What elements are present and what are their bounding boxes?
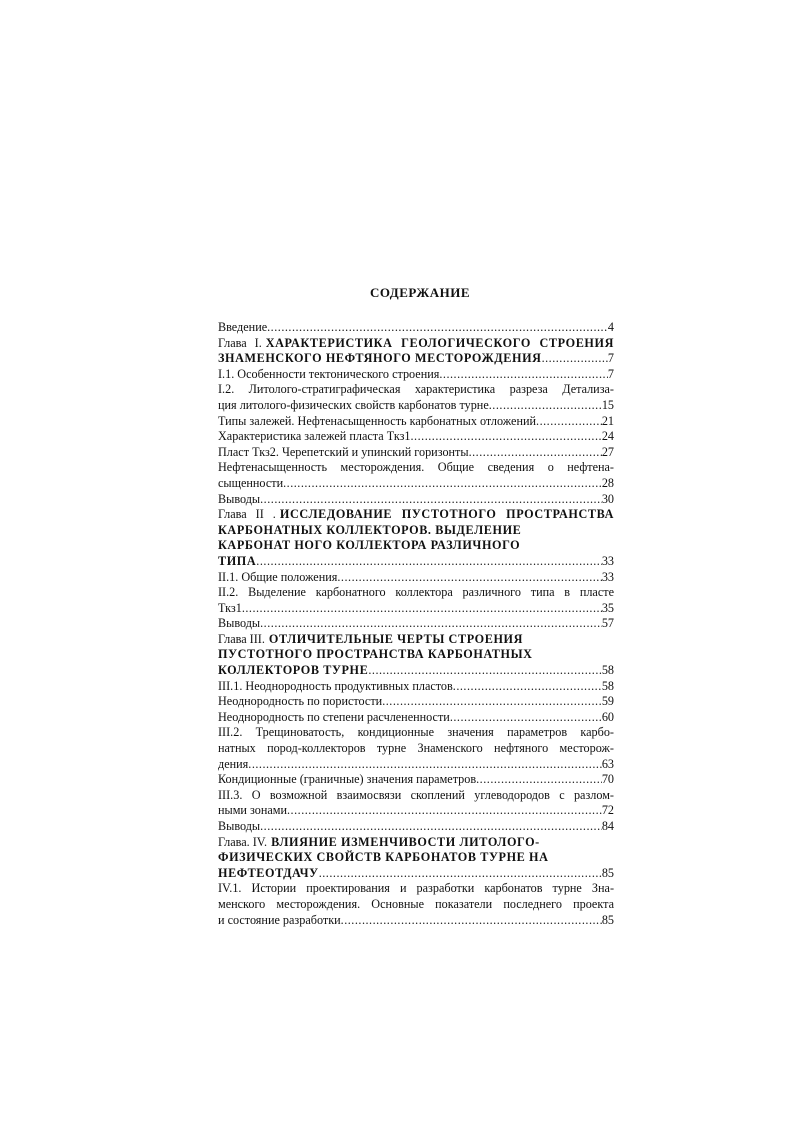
- dot-leader: [337, 570, 601, 586]
- chapter-title: ТИПА: [218, 553, 257, 568]
- dot-leader: [242, 601, 602, 617]
- dot-leader: [248, 757, 602, 773]
- toc-page-number: 58: [601, 663, 614, 678]
- toc-page-number: 27: [601, 444, 614, 459]
- toc-entry-4-1-line-3: [218, 913, 614, 929]
- toc-entry-1-6-line-1: Нефтенасыщенность месторождения. Общие сведения о нефтена-: [218, 460, 614, 475]
- chapter-prefix: Глава III.: [218, 631, 265, 646]
- toc-entry-text: Выводы: [218, 491, 261, 506]
- toc-entry-4-1-line-1: IV.1. Истории проектирования и разработки карбонатов турне Зна-: [218, 881, 614, 896]
- toc-entry-1-2-line-1: I.2. Литолого-стратиграфическая характеристика разреза Детализа-: [218, 382, 614, 397]
- dot-leader: [439, 367, 608, 383]
- toc-entry-1-2-line-2: [218, 398, 614, 414]
- toc-page-number: 7: [607, 366, 614, 381]
- toc-entry-text: Пласт Ткз2. Черепетский и упинский горизонты: [218, 444, 469, 459]
- toc-chapter-3-line-2: ПУСТОТНОГО ПРОСТРАНСТВА КАРБОНАТНЫХ: [218, 647, 533, 662]
- dot-leader: [368, 663, 601, 679]
- toc-page-number: 30: [601, 491, 614, 506]
- toc-entry-text: Выводы: [218, 616, 261, 631]
- toc-entry-3-4-line-1: III.2. Трещиноватость, кондиционные значения параметров карбо-: [218, 725, 614, 740]
- chapter-title: ВЛИЯНИЕ ИЗМЕНЧИВОСТИ ЛИТОЛОГО-: [271, 834, 540, 849]
- toc-entry-3-4-line-2: натных пород-коллекторов турне Знаменского нефтяного месторож-: [218, 741, 614, 756]
- toc-entry-1-3: [218, 414, 614, 430]
- toc-entry-text: ными зонами: [218, 803, 287, 818]
- chapter-title: КОЛЛЕКТОРОВ ТУРНЕ: [218, 663, 369, 678]
- dot-leader: [319, 866, 602, 882]
- toc-page-number: 33: [601, 569, 614, 584]
- toc-chapter-2-line-4: [218, 554, 614, 570]
- toc-page-number: 63: [601, 756, 614, 771]
- dot-leader: [542, 351, 608, 367]
- toc-page-number: 21: [601, 413, 614, 428]
- dot-leader: [260, 616, 602, 632]
- dot-leader: [469, 445, 602, 461]
- toc-chapter-3-line-3: [218, 663, 614, 679]
- toc-entry-2-3: [218, 616, 614, 632]
- toc-page-number: 59: [601, 694, 614, 709]
- chapter-prefix: Глава I.: [218, 335, 262, 350]
- toc-page-number: 33: [601, 553, 614, 568]
- toc-entry-4-1-line-2: менского месторождения. Основные показатели последнего проекта: [218, 896, 614, 911]
- toc-entry-1-7: [218, 492, 614, 508]
- toc-entry-text: Кондиционные (граничные) значения параметров: [218, 772, 477, 787]
- toc-entry-2-2-line-1: II.2. Выделение карбонатного коллектора различного типа в пласте: [218, 585, 614, 600]
- toc-chapter-2-line-1: [218, 507, 614, 523]
- dot-leader: [260, 492, 602, 508]
- toc-page-number: 28: [601, 475, 614, 490]
- toc-entry-text: I.1. Особенности тектонического строения: [218, 366, 440, 381]
- dot-leader: [382, 694, 602, 710]
- page-title: СОДЕРЖАНИЕ: [369, 285, 471, 300]
- toc-chapter-2-line-3: КАРБОНАТ НОГО КОЛЛЕКТОРА РАЗЛИЧНОГО: [218, 538, 521, 553]
- toc-chapter-1-line-1: [218, 336, 614, 352]
- toc-entry-3-6-line-2: [218, 803, 614, 819]
- dot-leader: [287, 803, 602, 819]
- toc-page-number: 4: [607, 320, 614, 334]
- table-of-contents-page: [218, 285, 614, 928]
- toc-page-number: 15: [601, 397, 614, 412]
- toc-chapter-4-line-2: ФИЗИЧЕСКИХ СВОЙСТВ КАРБОНАТОВ ТУРНЕ НА: [218, 850, 549, 865]
- toc-chapter-3-line-1: [218, 632, 614, 648]
- dot-leader: [476, 772, 602, 788]
- toc-entry-text: Ткз1: [218, 600, 242, 615]
- toc-page-number: 70: [601, 772, 614, 787]
- toc-chapter-4-line-1: [218, 835, 614, 851]
- toc-entry-text: Типы залежей. Нефтенасыщенность карбонатных отложений: [218, 413, 537, 428]
- toc-page-number: 7: [607, 351, 614, 366]
- toc-entry-1-4: [218, 429, 614, 445]
- toc-chapter-4-line-3: [218, 866, 614, 882]
- dot-leader: [283, 476, 602, 492]
- chapter-title: ОТЛИЧИТЕЛЬНЫЕ ЧЕРТЫ СТРОЕНИЯ: [268, 631, 524, 646]
- toc-list: [218, 320, 614, 928]
- toc-entry-1-1: [218, 367, 614, 383]
- toc-entry-2-1: [218, 570, 614, 586]
- toc-page-number: 60: [601, 709, 614, 724]
- toc-entry-text: Характеристика залежей пласта Ткз1: [218, 429, 411, 444]
- chapter-title: НЕФТЕОТДАЧУ: [218, 865, 319, 880]
- toc-chapter-1-line-2: [218, 351, 614, 367]
- dot-leader: [450, 710, 602, 726]
- toc-entry-text: Введение: [218, 320, 268, 334]
- toc-entry-3-2: [218, 694, 614, 710]
- dot-leader: [489, 398, 602, 414]
- toc-entry-text: дения: [218, 756, 249, 771]
- toc-entry-text: Неоднородность по степени расчлененности: [218, 709, 450, 724]
- dot-leader: [411, 429, 602, 445]
- toc-entry-1-6-line-2: [218, 476, 614, 492]
- toc-page-number: 84: [601, 819, 614, 833]
- chapter-prefix: Глава II .: [218, 507, 276, 522]
- toc-entry-2-2-line-2: [218, 601, 614, 617]
- toc-entry-intro: [218, 320, 614, 336]
- chapter-title: ЗНАМЕНСКОГО НЕФТЯНОГО МЕСТОРОЖДЕНИЯ: [218, 351, 542, 366]
- toc-page-number: 72: [601, 803, 614, 818]
- chapter-title: ИССЛЕДОВАНИЕ ПУСТОТНОГО ПРОСТРАНСТВА: [279, 507, 614, 522]
- toc-page-number: 35: [601, 600, 614, 615]
- toc-entry-1-5: [218, 445, 614, 461]
- toc-page-number: 58: [601, 678, 614, 693]
- toc-entry-text: II.1. Общие положения: [218, 569, 338, 584]
- dot-leader: [260, 819, 602, 835]
- toc-page-number: 57: [601, 616, 614, 631]
- toc-page-number: 85: [601, 865, 614, 880]
- toc-entry-3-6-line-1: III.3. О возможной взаимосвязи скоплений углеводородов с разлом-: [218, 787, 614, 802]
- toc-entry-text: и состояние разработки: [218, 912, 341, 927]
- toc-entry-text: ция литолого-физических свойств карбонатов турне: [218, 397, 489, 412]
- toc-entry-text: сыщенности: [218, 475, 284, 490]
- dot-leader: [536, 414, 602, 430]
- dot-leader: [267, 320, 608, 336]
- toc-entry-3-4-line-3: [218, 757, 614, 773]
- toc-entry-text: Неоднородность по пористости: [218, 694, 383, 709]
- chapter-prefix: Глава. IV.: [218, 834, 268, 849]
- toc-chapter-2-line-2: КАРБОНАТНЫХ КОЛЛЕКТОРОВ. ВЫДЕЛЕНИЕ: [218, 522, 522, 537]
- toc-entry-3-1: [218, 679, 614, 695]
- toc-entry-text: III.1. Неоднородность продуктивных пластов: [218, 678, 453, 693]
- dot-leader: [256, 554, 602, 570]
- toc-page-number: 24: [601, 429, 614, 444]
- toc-entry-3-7: [218, 819, 614, 835]
- toc-page-number: 85: [601, 912, 614, 927]
- dot-leader: [453, 679, 602, 695]
- dot-leader: [341, 913, 602, 929]
- chapter-title: ХАРАКТЕРИСТИКА ГЕОЛОГИЧЕСКОГО СТРОЕНИЯ: [265, 335, 614, 350]
- toc-entry-text: Выводы: [218, 819, 261, 833]
- toc-entry-3-3: [218, 710, 614, 726]
- toc-entry-3-5: [218, 772, 614, 788]
